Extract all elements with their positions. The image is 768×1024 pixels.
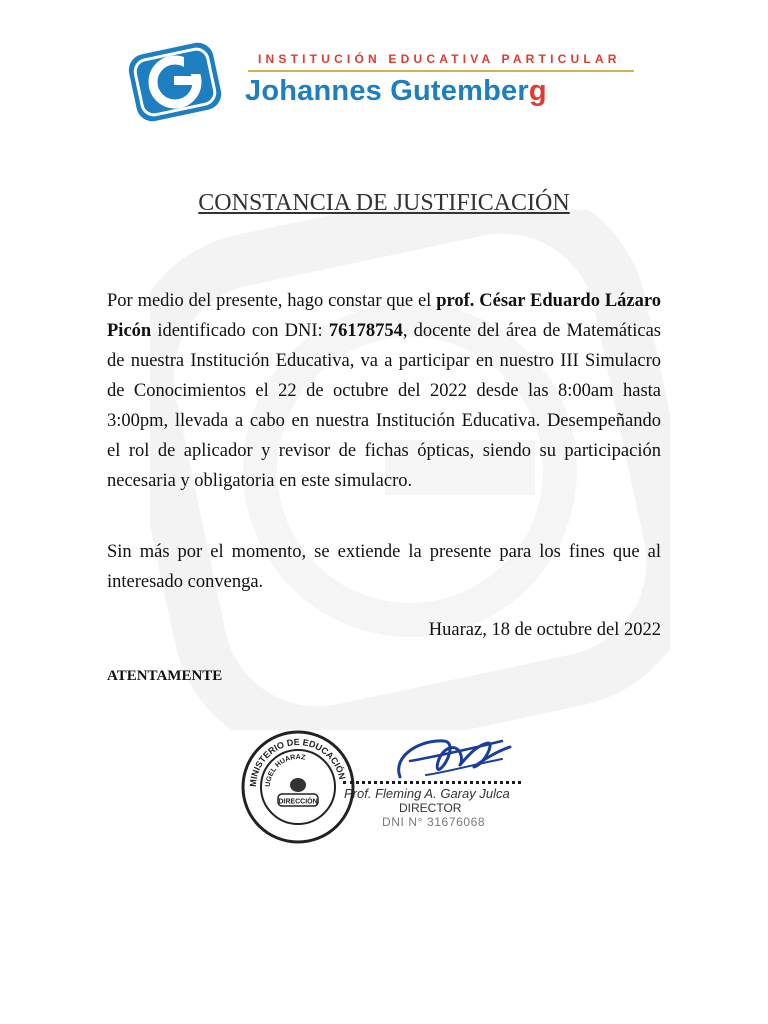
closing-paragraph: Sin más por el momento, se extiende la presente para los fines que al interesado convenga. [107,542,661,592]
signature-line [343,781,521,784]
school-name-main: Johannes Gutember [245,75,529,107]
svg-text:DIRECCIÓN: DIRECCIÓN [278,798,318,806]
director-dni: DNI N° 31676068 [382,815,486,829]
body-text-intro: Por medio del presente, hago constar que el [107,291,437,311]
svg-text:MINISTERIO DE EDUCACIÓN: MINISTERIO DE EDUCACIÓN [247,736,348,788]
g-logo-icon [124,42,226,122]
teacher-name: prof. César Eduardo Lázaro Picón [107,291,662,341]
official-seal-icon [236,727,360,847]
director-role: DIRECTOR [399,801,462,815]
document-title: CONSTANCIA DE JUSTIFICACIÓN [198,190,570,216]
header-divider [248,70,634,72]
svg-text:UGEL HUARAZ: UGEL HUARAZ [264,753,306,788]
body-text-dni-label: identificado con DNI: [151,321,329,341]
teacher-dni: 76178754 [328,321,403,341]
body-paragraph [107,286,661,496]
body-text-details: , docente del área de Matemáticas de nuestra Institución Educativa, va a participar en nuestro III Simulacro de Conocimientos el 22 de octubre del 2022 desde las 8:00am hasta 3:00pm, llevada a cabo en nuestra Institución Educativa. Desempeñando el rol de aplicador y revisor de fichas ópticas, siendo su participación necesaria y obligatoria en este simulacro. [107,321,661,491]
regards-label: ATENTAMENTE [107,668,223,684]
school-name [245,75,547,108]
school-type-label: INSTITUCIÓN EDUCATIVA PARTICULAR [258,52,621,66]
place-date: Huaraz, 18 de octubre del 2022 [428,620,661,640]
director-name: Prof. Fleming A. Garay Julca [344,786,510,801]
school-name-last-letter: g [528,75,547,107]
